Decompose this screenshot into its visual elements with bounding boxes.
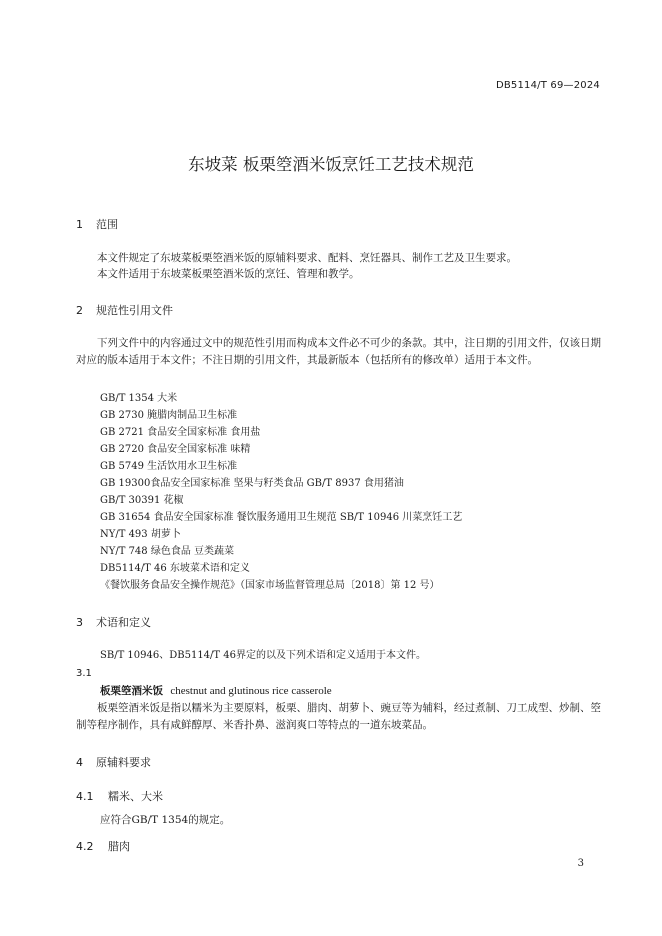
subsection-number: 4.2 bbox=[76, 840, 94, 853]
paragraph: 本文件规定了东坡菜板栗箜酒米饭的原辅料要求、配料、烹饪器具、制作工艺及卫生要求。 bbox=[97, 252, 517, 264]
page-number: 3 bbox=[577, 858, 584, 869]
section-title: 术语和定义 bbox=[96, 616, 151, 629]
paragraph: SB/T 10946、DB5114/T 46界定的以及下列术语和定义适用于本文件。 bbox=[100, 650, 426, 661]
subsection-heading bbox=[76, 788, 163, 804]
subsection-heading bbox=[76, 838, 130, 854]
reference-item: 《餐饮服务食品安全操作规范》（国家市场监督管理总局〔2018〕第 12 号） bbox=[100, 580, 440, 591]
term-english: chestnut and glutinous rice casserole bbox=[170, 685, 332, 697]
section-number: 4 bbox=[76, 756, 83, 769]
term-definition: 板栗箜酒米饭是指以糯米为主要原料，板栗、腊肉、胡萝卜、豌豆等为辅料，经过煮制、刀工成型、炒制、箜制等程序制作，具有咸鲜醇厚、米香扑鼻、滋润爽口等特点的一道东坡菜品。 bbox=[76, 702, 601, 731]
paragraph: 下列文件中的内容通过文中的规范性引用而构成本文件必不可少的条款。其中，注日期的引用文件，仅该日期对应的版本适用于本文件；不注日期的引用文件，其最新版本（包括所有的修改单）适用于本文件。 bbox=[76, 337, 601, 366]
paragraph: 应符合GB/T 1354的规定。 bbox=[100, 814, 231, 826]
subsection-number: 4.1 bbox=[76, 790, 94, 803]
document-code: DB5114/T 69—2024 bbox=[495, 80, 600, 91]
subsection-title: 腊肉 bbox=[108, 840, 130, 853]
paragraph: 本文件适用于东坡菜板栗箜酒米饭的烹饪、管理和教学。 bbox=[97, 268, 360, 280]
reference-item: NY/T 748 绿色食品 豆类蔬菜 bbox=[100, 546, 235, 557]
document-title: 东坡菜 板栗箜酒米饭烹饪工艺技术规范 bbox=[188, 155, 474, 174]
section-title: 范围 bbox=[96, 218, 118, 231]
section-heading-normative-references bbox=[76, 302, 173, 318]
term-chinese: 板栗箜酒米饭 bbox=[100, 685, 163, 697]
term-entry bbox=[100, 683, 332, 699]
term-number: 3.1 bbox=[76, 668, 92, 679]
reference-item: GB/T 30391 花椒 bbox=[100, 495, 184, 506]
section-number: 2 bbox=[76, 304, 83, 317]
section-heading-scope bbox=[76, 216, 118, 232]
reference-item: DB5114/T 46 东坡菜术语和定义 bbox=[100, 563, 250, 574]
reference-item: NY/T 493 胡萝卜 bbox=[100, 529, 181, 540]
section-heading-terms-definitions bbox=[76, 614, 151, 630]
reference-item: GB/T 1354 大米 bbox=[100, 393, 178, 404]
reference-item: GB 2720 食品安全国家标准 味精 bbox=[100, 444, 251, 455]
reference-item: GB 19300食品安全国家标准 坚果与籽类食品 GB/T 8937 食用猪油 bbox=[100, 478, 404, 489]
section-heading-raw-materials bbox=[76, 754, 151, 770]
section-number: 3 bbox=[76, 616, 83, 629]
reference-item: GB 5749 生活饮用水卫生标准 bbox=[100, 461, 238, 472]
reference-item: GB 2730 腌腊肉制品卫生标准 bbox=[100, 410, 238, 421]
section-number: 1 bbox=[76, 218, 83, 231]
section-title: 原辅料要求 bbox=[96, 756, 151, 769]
subsection-title: 糯米、大米 bbox=[108, 790, 163, 803]
reference-item: GB 2721 食品安全国家标准 食用盐 bbox=[100, 427, 261, 438]
section-title: 规范性引用文件 bbox=[96, 304, 173, 317]
reference-item: GB 31654 食品安全国家标准 餐饮服务通用卫生规范 SB/T 10946 川菜烹饪工艺 bbox=[100, 512, 463, 523]
